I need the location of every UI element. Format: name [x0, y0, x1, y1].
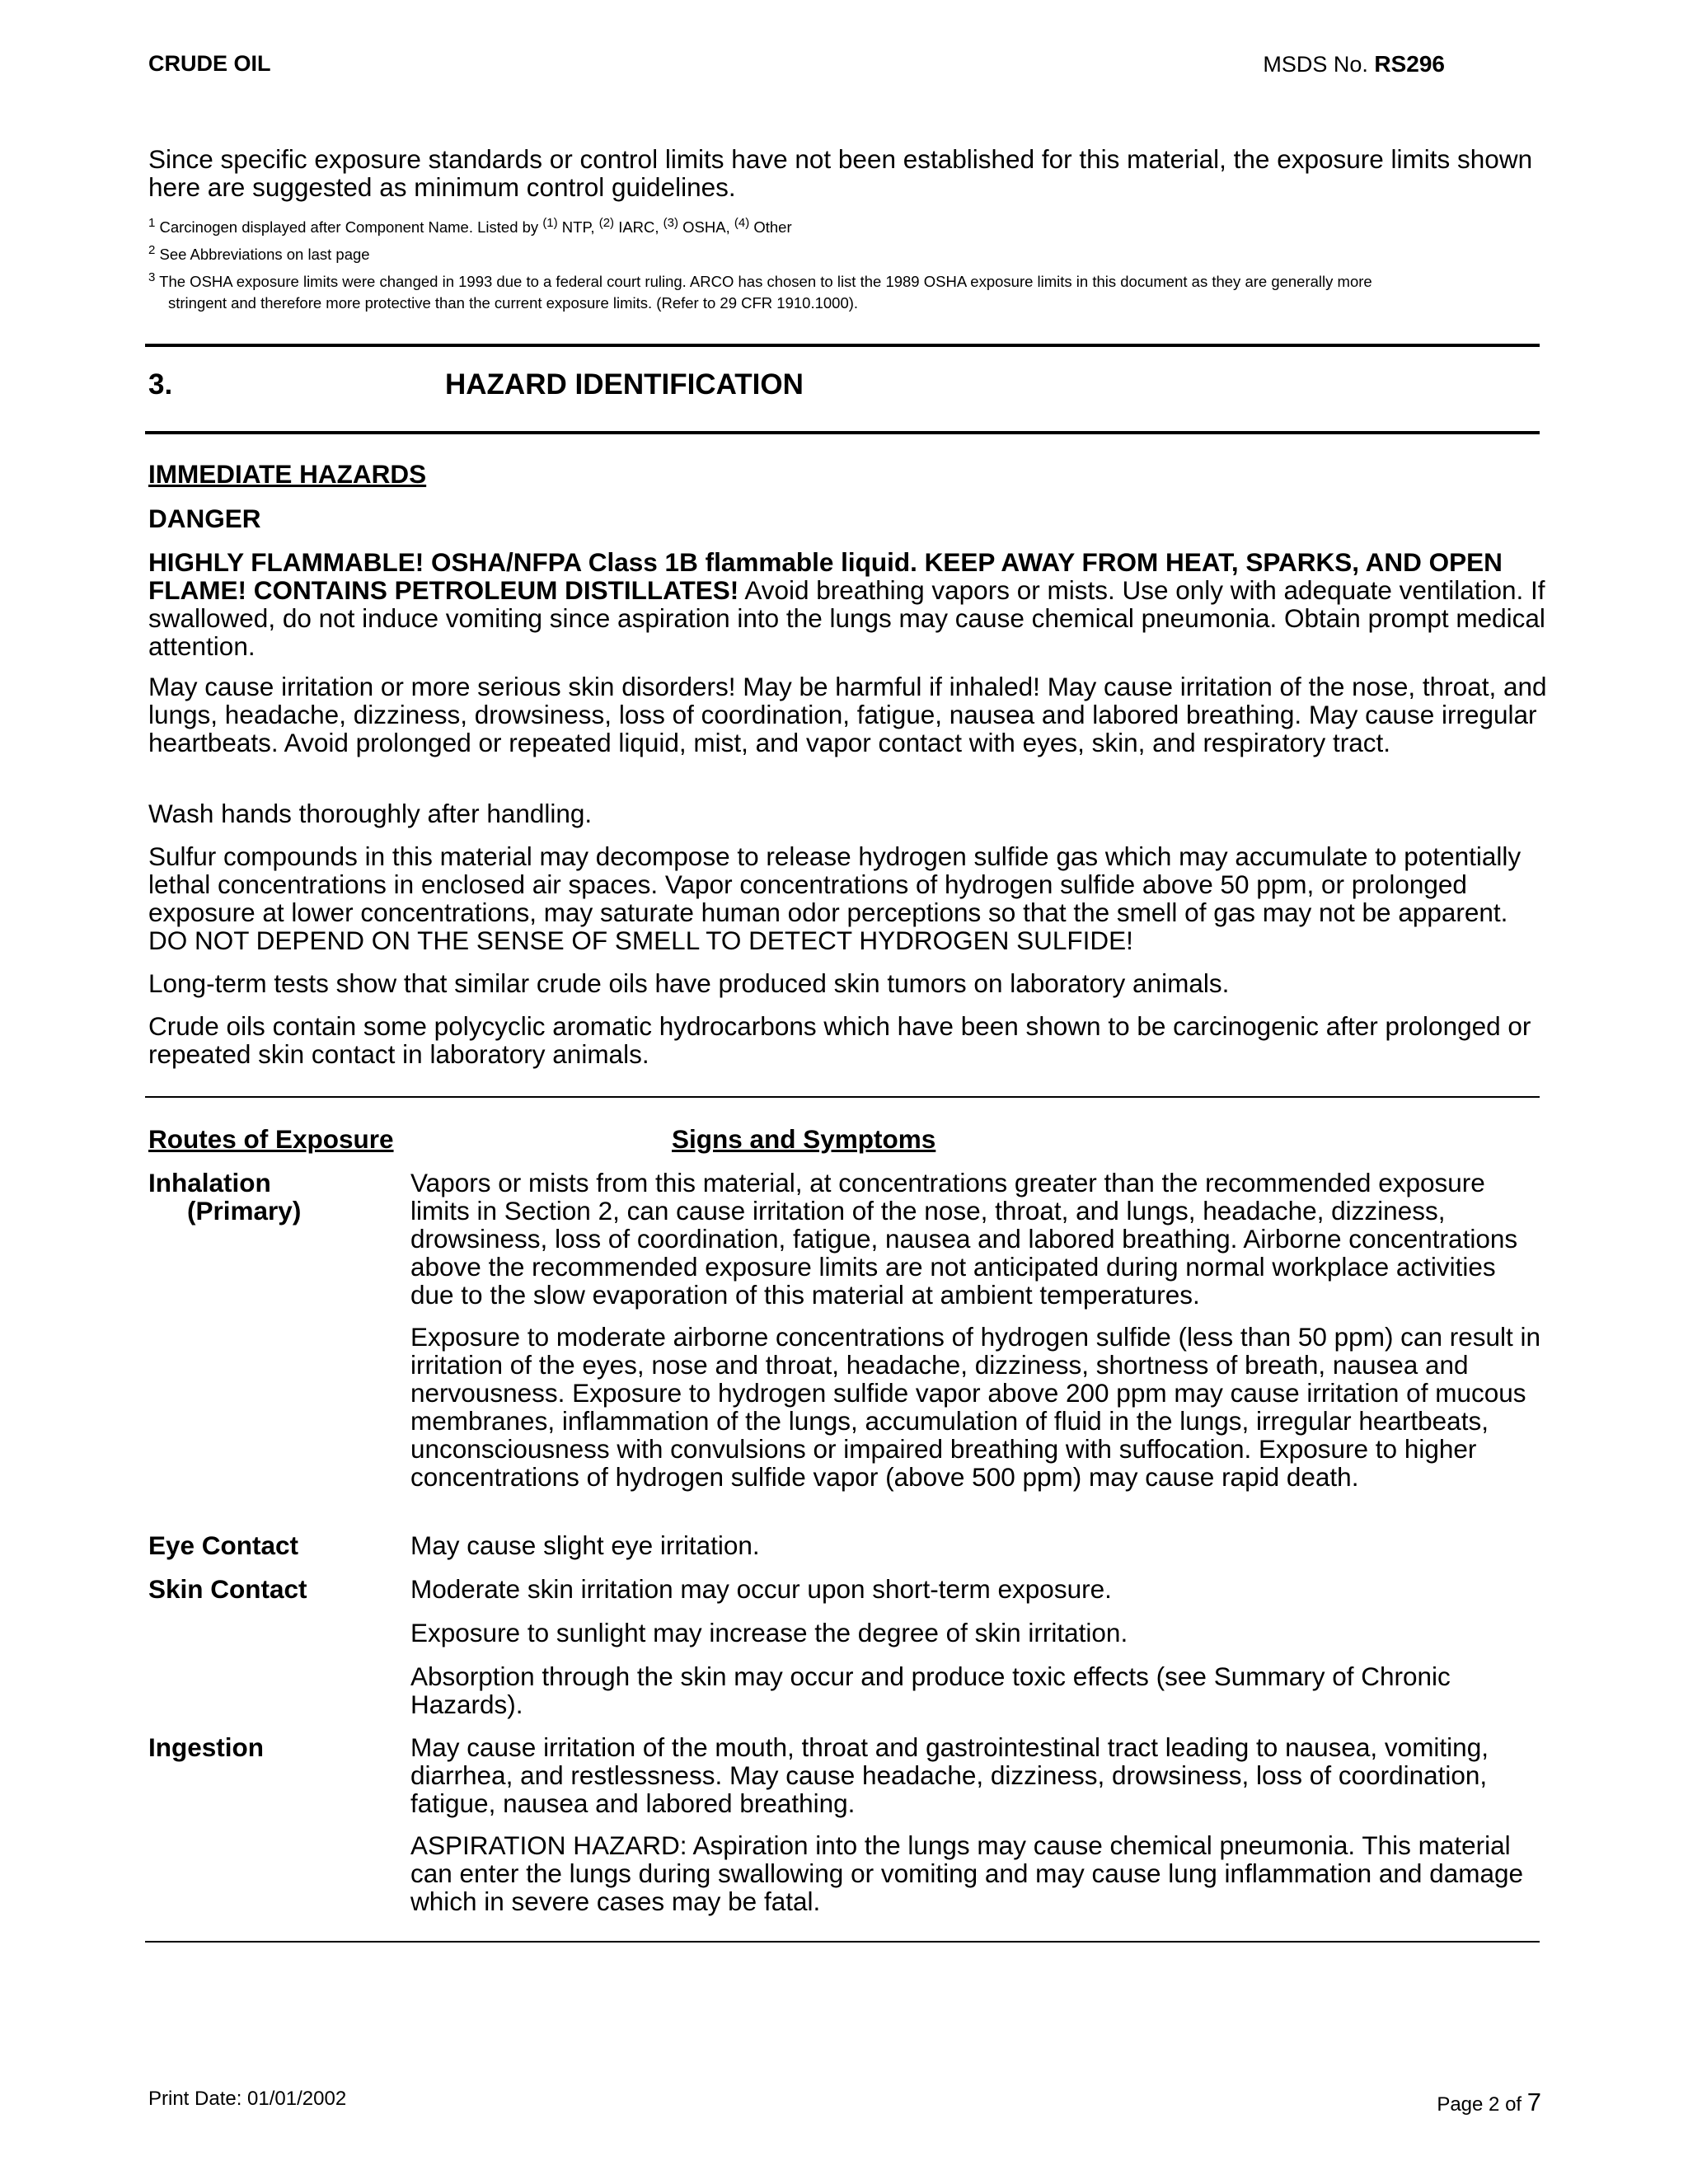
footnote-1: $^1$ Carcinogen displayed after Component Name. Listed by $^{(1)}$ NTP, $^{(2)}$ IARC, $^{(3)}$ OSHA, $^{(4)}$ Other: [148, 216, 792, 237]
section-bottom-rule: [145, 431, 1540, 434]
section-title: HAZARD IDENTIFICATION: [445, 368, 804, 401]
footnote-3: $^3$ The OSHA exposure limits were changed in 1993 due to a federal court ruling. ARCO has chosen to list the 1989 OSHA exposure limits in this document as they are generally more stringent and therefore more protective than the current exposure limits. (Refer to 29 CFR 1910.1000).: [148, 270, 1372, 312]
product-name: CRUDE OIL: [148, 51, 271, 76]
hazard-paragraph-4: Sulfur compounds in this material may decompose to release hydrogen sulfide gas which may accumulate to potentially lethal concentrations in enclosed air spaces. Vapor concentrations of hydrogen sulfide above 50 ppm, or prolonged exposure at lower concentrations, may saturate human odor perceptions so that the smell of gas may not be apparent. DO NOT DEPEND ON THE SENSE OF SMELL TO DETECT HYDROGEN SULFIDE!: [148, 841, 1522, 955]
inhalation-symptoms-1: Vapors or mists from this material, at concentrations greater than the recommended exposure limits in Section 2, can cause irritation of the nose, throat, and lungs, headache, dizziness, drowsiness, loss of coordination, fatigue, nausea and labored breathing. Airborne concentrations above the recommended exposure limits are not anticipated during normal workplace activities due to the slow evaporation of this material at ambient temperatures.: [410, 1168, 1518, 1310]
section-number: 3.: [148, 368, 173, 401]
eye-symptoms: May cause slight eye irritation.: [410, 1530, 760, 1560]
hazard-paragraph-6: Crude oils contain some polycyclic aromatic hydrocarbons which have been shown to be carcinogenic after prolonged or repeated skin contact in laboratory animals.: [148, 1011, 1531, 1069]
skin-symptoms-1: Moderate skin irritation may occur upon short-term exposure.: [410, 1574, 1112, 1604]
print-date: Print Date: 01/01/2002: [148, 2088, 347, 2110]
routes-heading: Routes of Exposure: [148, 1124, 394, 1154]
msds-label: MSDS No.: [1263, 52, 1368, 77]
ingestion-symptoms-2: ASPIRATION HAZARD: Aspiration into the lungs may cause chemical pneumonia. This material can enter the lungs during swallowing or vomiting and may cause lung inflammation and damage which in severe cases may be fatal.: [410, 1830, 1524, 1916]
skin-symptoms-3: Absorption through the skin may occur and produce toxic effects (see Summary of Chronic Hazards).: [410, 1661, 1451, 1719]
ingestion-symptoms-1: May cause irritation of the mouth, throat and gastrointestinal tract leading to nausea, vomiting, diarrhea, and restlessness. May cause headache, dizziness, drowsiness, loss of coordination, fatigue, nausea and labored breathing.: [410, 1732, 1489, 1818]
footnote-2: $^2$ See Abbreviations on last page: [148, 243, 370, 264]
immediate-hazards-heading: IMMEDIATE HAZARDS: [148, 459, 427, 489]
route-ingestion: Ingestion: [148, 1732, 264, 1762]
msds-number: [1263, 51, 1445, 77]
exposure-top-rule: [145, 1096, 1540, 1098]
exposure-bottom-rule: [145, 1941, 1540, 1943]
hazard-paragraph-5: Long-term tests show that similar crude oils have produced skin tumors on laboratory animals.: [148, 968, 1230, 998]
route-inhalation: Inhalation (Primary): [148, 1168, 302, 1226]
msds-number-value: RS296: [1374, 51, 1445, 77]
skin-symptoms-2: Exposure to sunlight may increase the degree of skin irritation.: [410, 1618, 1128, 1647]
danger-signal-word: DANGER: [148, 504, 261, 533]
symptoms-heading: Signs and Symptoms: [672, 1124, 936, 1154]
intro-paragraph: Since specific exposure standards or control limits have not been established for this material, the exposure limits shown here are suggested as minimum control guidelines.: [148, 144, 1533, 202]
section-top-rule: [145, 344, 1540, 347]
inhalation-symptoms-2: Exposure to moderate airborne concentrations of hydrogen sulfide (less than 50 ppm) can result in irritation of the eyes, nose and throat, headache, dizziness, shortness of breath, nausea and nervousness. Exposure to hydrogen sulfide vapor above 200 ppm may cause irritation of mucous membranes, inflammation of the lungs, accumulation of fluid in the lungs, irregular heartbeats, unconsciousness with convulsions or impaired breathing with suffocation. Exposure to higher concentrations of hydrogen sulfide vapor (above 500 ppm) may cause rapid death.: [410, 1322, 1541, 1492]
page-number: Page 2 of 7: [1437, 2088, 1541, 2116]
route-skin-contact: Skin Contact: [148, 1574, 307, 1604]
hazard-paragraph-2: May cause irritation or more serious skin disorders! May be harmful if inhaled! May cause irritation of the nose, throat, and lungs, headache, dizziness, drowsiness, loss of coordination, fatigue, nausea and labored breathing. May cause irregular heartbeats. Avoid prolonged or repeated liquid, mist, and vapor contact with eyes, skin, and respiratory tract.: [148, 672, 1547, 757]
route-eye-contact: Eye Contact: [148, 1530, 299, 1560]
hazard-paragraph-1: HIGHLY FLAMMABLE! OSHA/NFPA Class 1B flammable liquid. KEEP AWAY FROM HEAT, SPARKS, AND OPEN FLAME! CONTAINS PETROLEUM DISTILLATES! Avoid breathing vapors or mists. Use only with adequate ventilation. If swallowed, do not induce vomiting since aspiration into the lungs may cause chemical pneumonia. Obtain prompt medical attention.: [148, 547, 1545, 661]
hazard-paragraph-3: Wash hands thoroughly after handling.: [148, 799, 593, 828]
